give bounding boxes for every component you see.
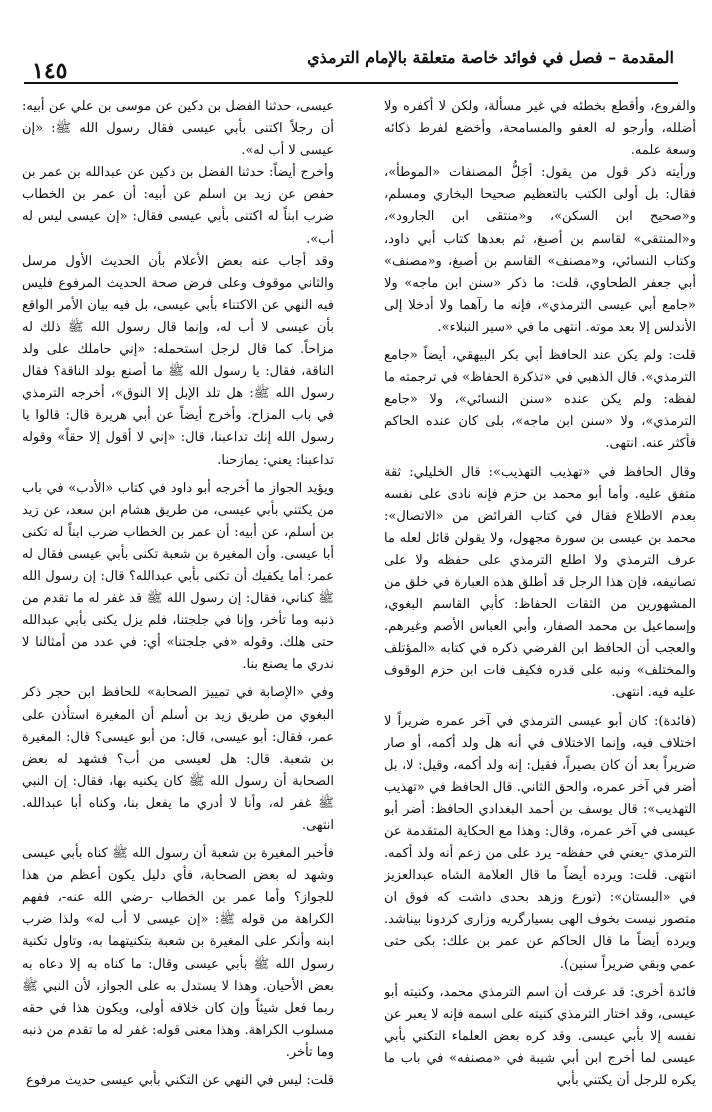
paragraph: قلت: ولم يكن عند الحافظ أبي بكر البيهقي، أيضاً «جامع الترمذي». قال الذهبي في «تذكرة الحفاظ» في ترجمته ما لفظه: ولم يكن عنده «سنن النسائي»، ولا «جامع الترمذي»، ولا «سنن ابن ماجه»، بلى كان عنده الحاكم فأكثر عنه. انتهى.	[384, 348, 696, 452]
paragraph: وقال الحافظ في «تهذيب التهذيب»: قال الخليلي: ثقة متفق عليه. وأما أبو محمد بن حزم فإنه نادى على نفسه بعدم الاطلاع فقال في كتاب الفرائض من «الاتصال»: محمد بن عيسى بن سورة مجهول، ولا يقولن قائل لعله ما عرف الترمذي ولا اطلع الترمذي على حفظه ولا على تصانيفه، فإن هذا الرجل قد أطلق هذه العبارة في خلق من المشهورين من الثقات الحفاظ: كأبي القاسم البغوي، وإسماعيل بن محمد الصفار، وأبي العباس الأصم وغيرهم. والعجب أن الحافظ ابن الفرضي ذكره في كتابه «المؤتلف والمختلف» ونبه على قدره فكيف فات ابن حزم الوقوف عليه فيه. انتهى.	[384, 464, 696, 701]
left-column	[22, 96, 334, 1102]
paragraph: ورأيته ذكر قول من يقول: أجَلُّ المصنفات «الموطأ»، فقال: بل أولى الكتب بالتعظيم صحيحا البخاري ومسلم، و«صحيح ابن السكن»، و«منتقى ابن الجارود»، و«المنتقى» لقاسم بن أصبغ، ثم بعدها كتاب أبي داود، وكتاب النسائي، و«مصنف» القاسم بن أصبغ، و«مصنف» أبي جعفر الطحاوي، قلت: ما ذكر «سنن ابن ماجه» ولا «جامع أبي عيسى الترمذي»، فإنه ما رآهما ولا أدخلا إلى الأندلس إلا بعد موته. انتهى ما في «سير النبلاء».	[384, 165, 696, 335]
right-column	[384, 96, 696, 1102]
paragraph: وأخرج أيضاً: حدثنا الفضل بن دكين عن عبدالله بن عمر بن حفص عن زيد بن اسلم عن أبيه: أن عمر بن الخطاب ضرب ابناً له اكتنى بأبي عيسى فقال: «إن عيسى ليس له أب».	[22, 165, 334, 247]
paragraph: وفي «الإصابة في تمييز الصحابة» للحافظ ابن حجر ذكر البغوي من طريق زيد بن أسلم أن المغيرة استأذن على عمر، فقال: أبو عيسى، قال: من أبو عيسى؟ قال: المغيرة بن شعبة. قال: هل لعيسى من أب؟ فشهد له بعض الصحابة أن رسول الله ﷺ كان يكنيه بها، فقال: إن النبي ﷺ غفر له، وأنا لا أدري ما يفعل بنا، وكناه أبا عبدالله. انتهى.	[22, 685, 334, 833]
paragraph: فائدة أخرى: قد عرفت أن اسم الترمذي محمد، وكنيته أبو عيسى، وقد اختار الترمذي كنيته على اسمه فإنه لا يعبر عن نفسه إلا بأبي عيسى. وقد كره بعض العلماء التكني بأبي عيسى لما أخرج ابن أبي شيبة في «مصنفه» في باب ما يكره للرجل أن يكتني بأبي	[384, 984, 696, 1089]
paragraph: ويؤيد الجواز ما أخرجه أبو داود في كتاب «الأدب» في باب من يكتني بأبي عيسى، من طريق هشام ابن سعد، عن زيد بن أسلم، عن أبيه: أن عمر بن الخطاب ضرب ابناً له تكنى أبا عيسى. وأن المغيرة بن شعبة تكنى بأبي عيسى فقال له عمر: أما يكفيك أن تكنى بأبي عبدالله؟ قال: إن رسول الله ﷺ كناني، فقال: إن رسول الله ﷺ قد غفر له ما تقدم من ذنبه وما تأخر، وإنا في جلجتنا، فلم يزل يكنى بأبي عبدالله حتى هلك. وقوله «في جلجتنا» أي: في عدد من أمثالنا لا ندري ما يصنع بنا.	[22, 480, 334, 673]
running-title: المقدمة – فصل في فوائد خاصة متعلقة بالإمام الترمذي	[307, 48, 674, 67]
page-number: ١٤٥	[32, 58, 68, 84]
paragraph: (فائدة): كان أبو عيسى الترمذي في آخر عمره ضريراً لا اختلاف فيه، وإنما الاختلاف في أنه هل ولد أكمه، أو صار ضريراً بعد أن كان بصيراً، فقيل: إنه ولد أكمه، وقيل: لا، بل أضر في آخر عمره، والحق الثاني. قال الحافظ في «تهذيب التهذيب»: قال يوسف بن أحمد البغدادي الحافظ: أضر أبو عيسى في آخر عمره، وقال: وهذا مع الحكاية المتقدمة عن الترمذي -يعني في حفظه- يرد على من زعم أنه ولد أكمه. انتهى. قلت: ويرده أيضاً ما قال العلامة الشاه عبدالعزيز في «البستان»: (تورع وزهد بحدى داشت كه فوق ان متصور نيست بخوف الهى بسيارگريه وزارى كردونا بيناشد. ويرده أيضاً ما قال الحاكم عن عمر بن علك: بكى حتى عمي وبقي ضريراً سنين).	[384, 713, 696, 972]
paragraph: والفروع، وأقطع بخطئه في غير مسألة، ولكن لا أكفره ولا أضلله، وأرجو له العفو والمسامحة، وأخضع لفرط ذكائه وسعة علمه.	[384, 99, 696, 159]
paragraph: عيسى، حدثنا الفضل بن دكين عن موسى بن علي عن أبيه: أن رجلاً اكتنى بأبي عيسى فقال رسول الله ﷺ: «إن عيسى لا أب له».	[22, 99, 334, 159]
paragraph: فأخبر المغيرة بن شعبة أن رسول الله ﷺ كناه بأبي عيسى وشهد له بعض الصحابة، فأي دليل يكون أعظم من هذا للجواز؟ وأما عمر بن الخطاب -رضي الله عنه-، ففهم الكراهة من قوله ﷺ: «إن عيسى لا أب له» ولذا ضرب ابنه وأنكر على المغيرة بن شعبة بتكنيتهما به، وتاول تكنية رسول الله ﷺ بأبي عيسى وقال: ما كناه به إلا دعاه به بعض الأحيان. وهذا لا يستدل به على الجواز، لأن النبي ﷺ ربما فعل شيئاً وإن كان خلافه أولى، ويكون هذا في حقه مسلوب الكراهة. وهذا معنى قوله: غفر له ما تقدم من ذنبه وما تأخر.	[22, 846, 334, 1060]
paragraph: قلت: ليس في النهي عن التكني بأبي عيسى حديث مرفوع	[26, 1073, 334, 1089]
paragraph: وقد أجاب عنه بعض الأعلام بأن الحديث الأول مرسل والثاني موقوف وعلى فرض صحة الحديث المرفوع فليس فيه النهي عن الاكتناء بأبي عيسى، بل فيه بيان الأمر الواقع بأن عيسى لا أب له، وإنما قال رسول الله ﷺ ذلك له مزاحاً. كما قال لرجل استحمله: «إني حاملك على ولد الناقة، فقال: يا رسول الله ﷺ ما أصنع بولد الناقة؟ فقال رسول الله ﷺ: هل تلد الإبل إلا النوق»، أخرجه الترمذي في باب المزاح. وأخرج أيضاً عن أبي هريرة قال: قالوا يا رسول الله إنك تداعبنا، قال: «إني لا أقول إلا حقاً» وقوله تداعبنا: يعني: يمازحنا.	[22, 253, 334, 468]
page-header	[24, 42, 678, 84]
